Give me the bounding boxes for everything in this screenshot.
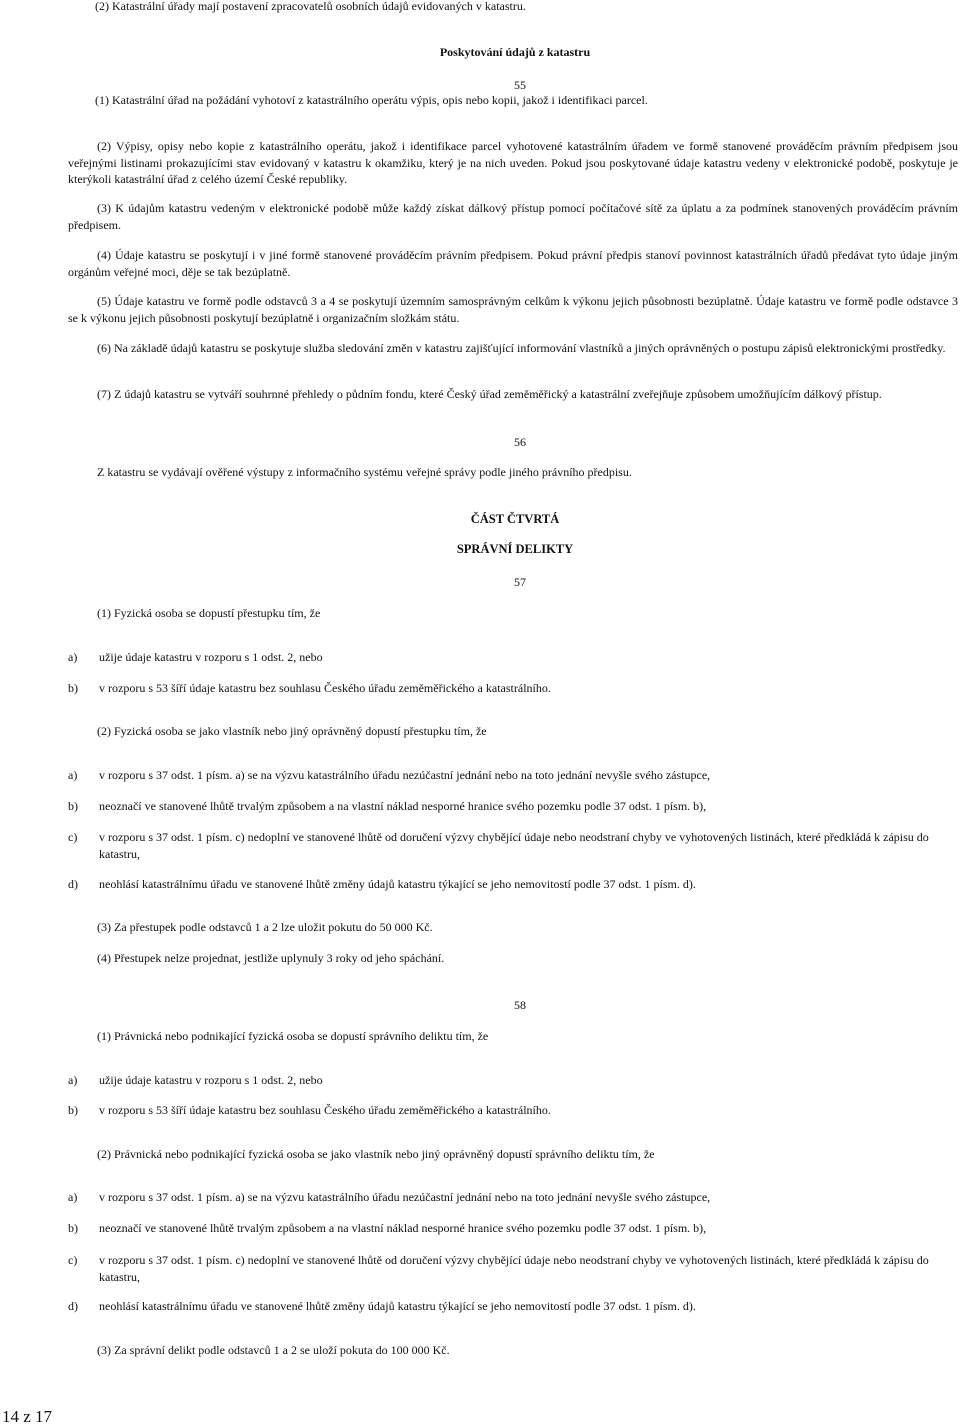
item-label-a: a) bbox=[68, 650, 78, 664]
paragraph-54-2: (2) Katastrální úřady mají postavení zpracovatelů osobních údajů evidovaných v katastru. bbox=[95, 0, 526, 13]
paragraph-57-1: (1) Fyzická osoba se dopustí přestupku tím, že bbox=[97, 606, 321, 620]
paragraph-55-1: (1) Katastrální úřad na požádání vyhotoví z katastrálního operátu výpis, opis nebo kopii, jakož i identifikaci parcel. bbox=[95, 93, 648, 107]
list-item-57-2c: v rozporu s 37 odst. 1 písm. c) nedoplní ve stanovené lhůtě od doručení výzvy chybějící údaje nebo neodstraní chyby ve vyhotovených listinách, které předkládá k zápisu do katastru, bbox=[99, 830, 929, 861]
part-title: ČÁST ČTVRTÁ bbox=[470, 512, 560, 526]
list-item-57-1b: v rozporu s 53 šíří údaje katastru bez souhlasu Českého úřadu zeměměřického a katastrálního. bbox=[99, 681, 551, 695]
section-number-57: 57 bbox=[514, 575, 526, 589]
list-item-58-2a: v rozporu s 37 odst. 1 písm. a) se na výzvu katastrálního úřadu nezúčastní jednání nebo na toto jednání nevyšle svého zástupce, bbox=[99, 1190, 711, 1204]
section-heading: Poskytování údajů z katastru bbox=[439, 45, 591, 59]
section-number-58: 58 bbox=[514, 998, 526, 1012]
list-item-57-2b: neoznačí ve stanovené lhůtě trvalým způsobem a na vlastní náklad nesporné hranice svého pozemku podle 37 odst. 1 písm. b), bbox=[99, 799, 707, 813]
list-item-58-2c: v rozporu s 37 odst. 1 písm. c) nedoplní ve stanovené lhůtě od doručení výzvy chybějící údaje nebo neodstraní chyby ve vyhotovených listinách, které předkládá k zápisu do katastru, bbox=[99, 1253, 929, 1284]
item-label-b: b) bbox=[68, 1103, 78, 1117]
item-label-c: c) bbox=[68, 830, 78, 844]
paragraph-57-4: (4) Přestupek nelze projednat, jestliže uplynuly 3 roky od jeho spáchání. bbox=[97, 951, 445, 965]
paragraph-58-2: (2) Právnická nebo podnikající fyzická osoba se jako vlastník nebo jiný oprávněný dopustí správního deliktu tím, že bbox=[97, 1147, 655, 1161]
list-item-57-2a: v rozporu s 37 odst. 1 písm. a) se na výzvu katastrálního úřadu nezúčastní jednání nebo na toto jednání nevyšle svého zástupce, bbox=[99, 768, 711, 782]
page-number: 14 z 17 bbox=[2, 1407, 53, 1426]
item-label-a: a) bbox=[68, 1073, 78, 1087]
paragraph-55-5: (5) Údaje katastru ve formě podle odstavců 3 a 4 se poskytují územním samosprávným celkům k výkonu jejich působnosti bezúplatně. Údaje katastru ve formě podle odstavce 3 se k výkonu jejich působnosti poskytují bezúplatně i organizačním složkám státu. bbox=[68, 294, 958, 325]
part-subtitle: SPRÁVNÍ DELIKTY bbox=[456, 542, 574, 556]
item-label-a: a) bbox=[68, 768, 78, 782]
item-label-b: b) bbox=[68, 681, 78, 695]
paragraph-57-2: (2) Fyzická osoba se jako vlastník nebo jiný oprávněný dopustí přestupku tím, že bbox=[97, 724, 487, 738]
item-label-c: c) bbox=[68, 1253, 78, 1267]
list-item-58-1a: užije údaje katastru v rozporu s 1 odst. 2, nebo bbox=[99, 1073, 323, 1087]
section-number-55: 55 bbox=[514, 78, 526, 92]
paragraph-55-6: (6) Na základě údajů katastru se poskytuje služba sledování změn v katastru zajišťující informování vlastníků a jiných oprávněných o postupu zápisů elektronickými prostředky. bbox=[97, 341, 946, 355]
item-label-a: a) bbox=[68, 1190, 78, 1204]
item-label-b: b) bbox=[68, 1221, 78, 1235]
list-item-57-2d: neohlásí katastrálnímu úřadu ve stanovené lhůtě změny údajů katastru týkající se jeho nemovitostí podle 37 odst. 1 písm. d). bbox=[99, 877, 696, 891]
paragraph-55-2: (2) Výpisy, opisy nebo kopie z katastrálního operátu, jakož i identifikace parcel vyhotovené katastrálním úřadem ve formě stanovené prováděcím právním předpisem jsou veřejnými listinami prokazujícími stav evidovaný v katastru k okamžiku, který je na nich uveden. Pokud jsou poskytované údaje katastru vedeny v elektronické podobě, poskytuje je kterýkoli katastrální úřad z celého území České republiky. bbox=[68, 139, 958, 186]
paragraph-55-3: (3) K údajům katastru vedeným v elektronické podobě může každý získat dálkový přístup pomocí počítačové sítě za úplatu a za podmínek stanovených prováděcím právním předpisem. bbox=[68, 201, 958, 232]
item-label-d: d) bbox=[68, 877, 78, 891]
paragraph-55-4: (4) Údaje katastru se poskytují i v jiné formě stanovené prováděcím právním předpisem. Pokud právní předpis stanoví povinnost katastrálních úřadů předávat tyto údaje jiným orgánům veřejné moci, děje se tak bezúplatně. bbox=[68, 248, 958, 279]
paragraph-55-7: (7) Z údajů katastru se vytváří souhrnné přehledy o půdním fondu, které Český úřad zeměměřický a katastrální zveřejňuje způsobem umožňujícím dálkový přístup. bbox=[97, 387, 882, 401]
item-label-b: b) bbox=[68, 799, 78, 813]
section-number-56: 56 bbox=[514, 435, 526, 449]
item-label-d: d) bbox=[68, 1299, 78, 1313]
list-item-58-1b: v rozporu s 53 šíří údaje katastru bez souhlasu Českého úřadu zeměměřického a katastrálního. bbox=[99, 1103, 551, 1117]
paragraph-57-3: (3) Za přestupek podle odstavců 1 a 2 lze uložit pokutu do 50 000 Kč. bbox=[97, 920, 433, 934]
paragraph-58-3: (3) Za správní delikt podle odstavců 1 a 2 se uloží pokuta do 100 000 Kč. bbox=[97, 1343, 450, 1357]
list-item-58-2b: neoznačí ve stanovené lhůtě trvalým způsobem a na vlastní náklad nesporné hranice svého pozemku podle 37 odst. 1 písm. b), bbox=[99, 1221, 707, 1235]
paragraph-56: Z katastru se vydávají ověřené výstupy z informačního systému veřejné správy podle jiného právního předpisu. bbox=[97, 465, 632, 479]
list-item-57-1a: užije údaje katastru v rozporu s 1 odst. 2, nebo bbox=[99, 650, 323, 664]
list-item-58-2d: neohlásí katastrálnímu úřadu ve stanovené lhůtě změny údajů katastru týkající se jeho nemovitostí podle 37 odst. 1 písm. d). bbox=[99, 1299, 696, 1313]
paragraph-58-1: (1) Právnická nebo podnikající fyzická osoba se dopustí správního deliktu tím, že bbox=[97, 1029, 489, 1043]
